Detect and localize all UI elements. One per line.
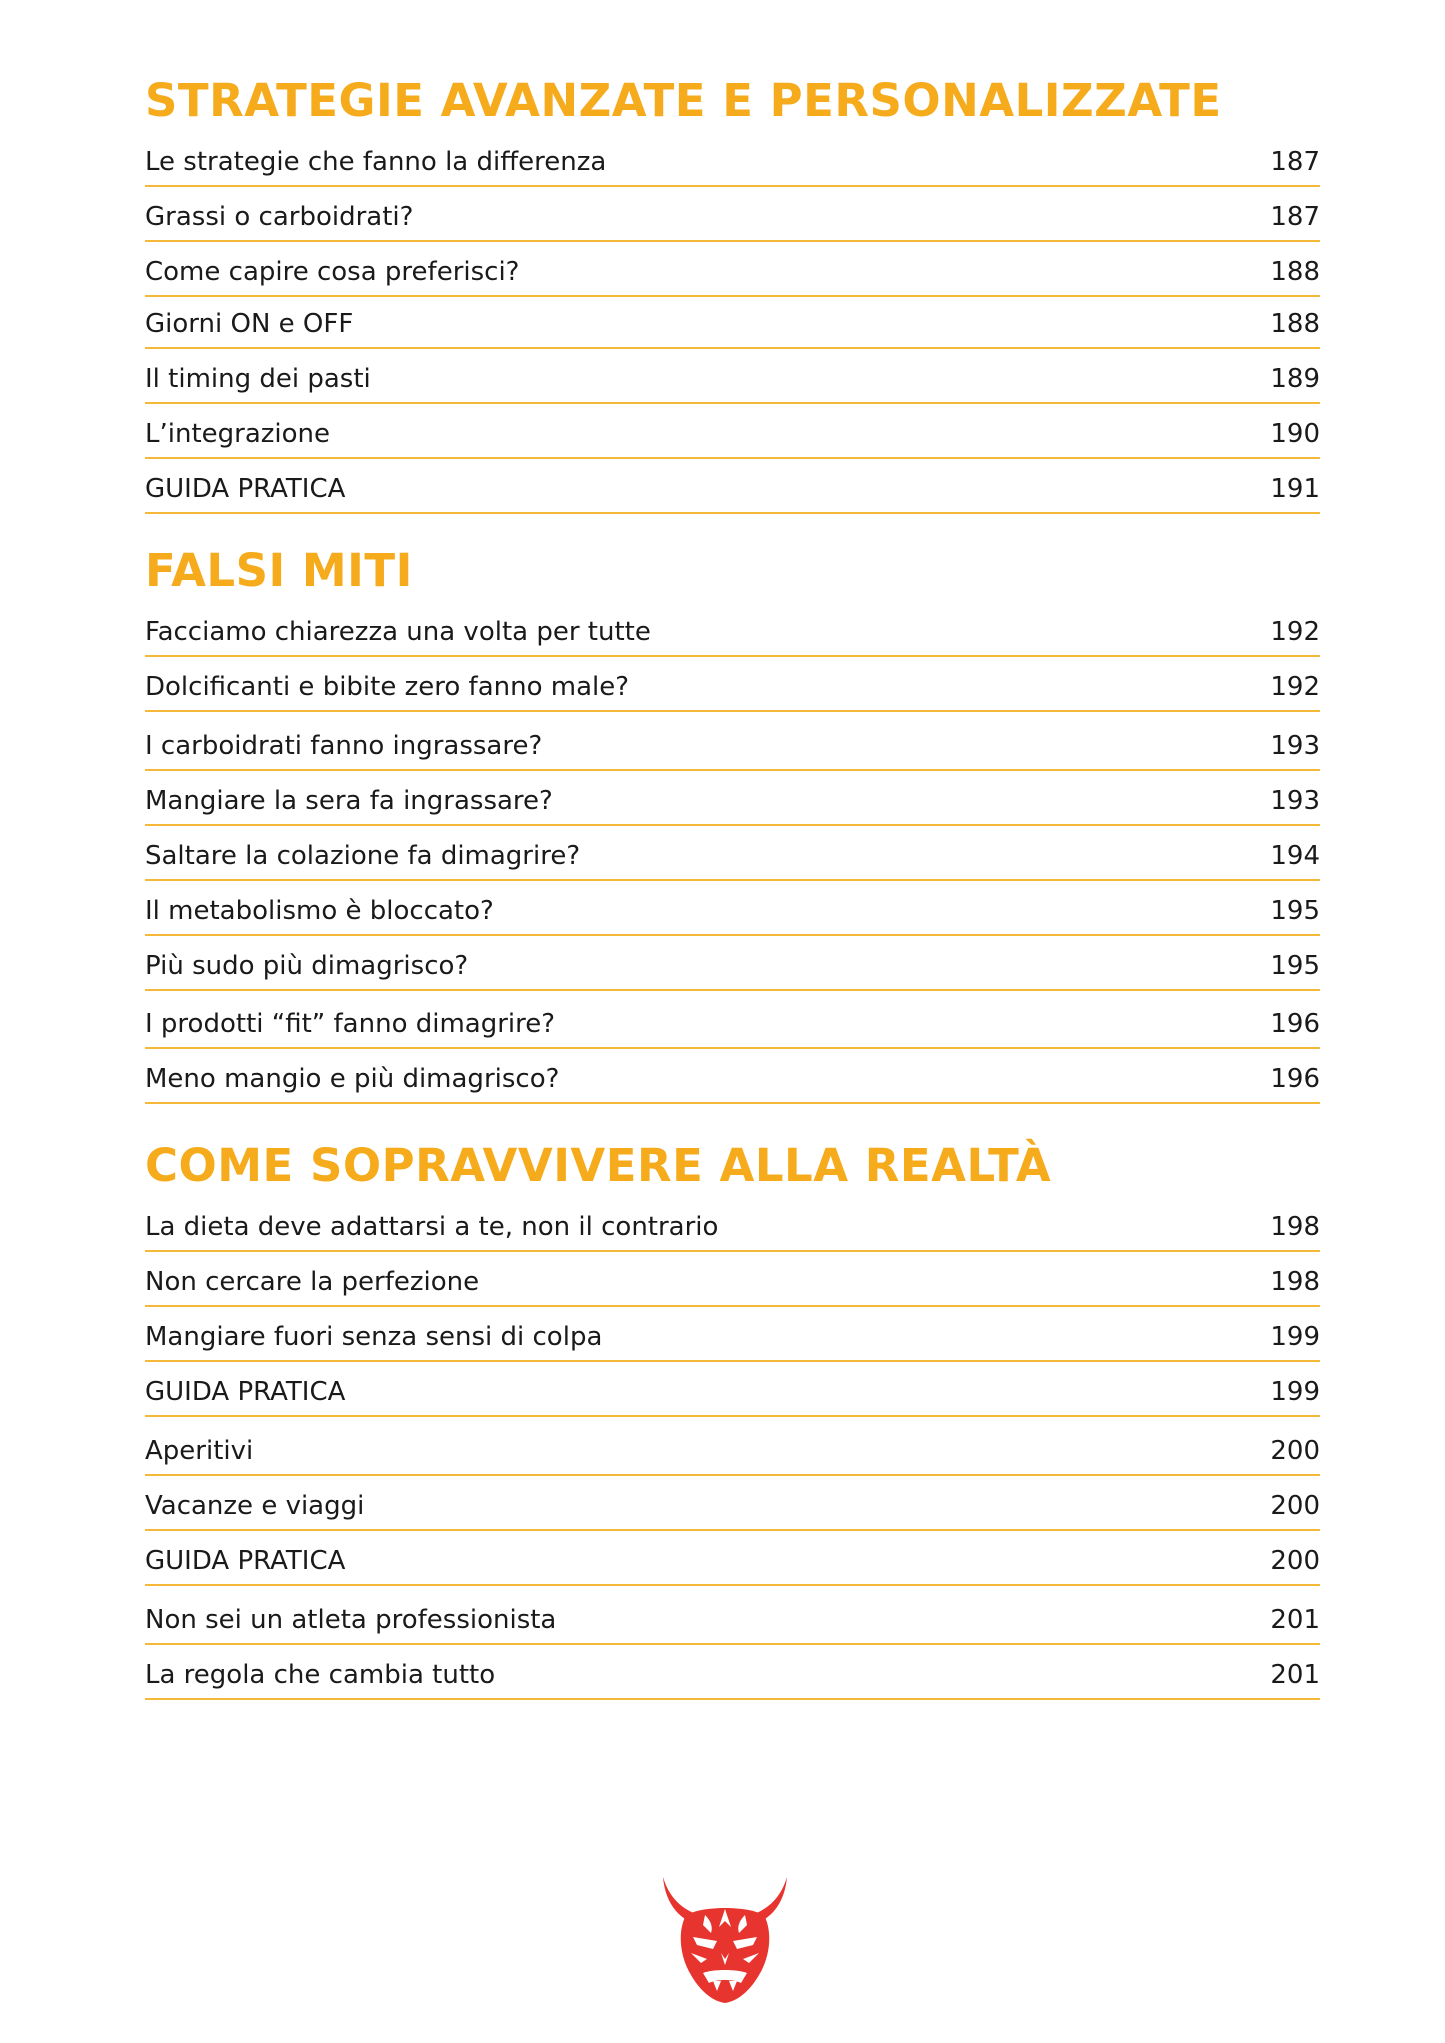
entry-label: L’integrazione <box>145 419 331 449</box>
demon-mask-logo <box>655 1875 795 2005</box>
entry-label: Le strategie che fanno la differenza <box>145 147 607 177</box>
toc-entry[interactable] <box>145 991 1320 1049</box>
entry-label: Aperitivi <box>145 1436 254 1466</box>
toc-section-falsi-miti <box>145 540 1320 1104</box>
entry-label: Il metabolismo è bloccato? <box>145 896 494 926</box>
demon-mask-icon <box>655 1875 795 2005</box>
entry-page-number: 187 <box>1270 147 1320 177</box>
entry-page-number: 188 <box>1270 309 1320 339</box>
entry-page-number: 196 <box>1270 1064 1320 1094</box>
toc-entry[interactable] <box>145 1362 1320 1417</box>
entry-page-number: 201 <box>1270 1660 1320 1690</box>
toc-entry[interactable] <box>145 297 1320 349</box>
entry-label: GUIDA PRATICA <box>145 1546 346 1576</box>
toc-entry[interactable] <box>145 1049 1320 1104</box>
entry-label: Più sudo più dimagrisco? <box>145 951 469 981</box>
entry-label: Dolcificanti e bibite zero fanno male? <box>145 672 630 702</box>
toc-entry[interactable] <box>145 1476 1320 1531</box>
entry-page-number: 187 <box>1270 202 1320 232</box>
entry-label: La regola che cambia tutto <box>145 1660 496 1690</box>
toc-section-strategie <box>145 70 1320 514</box>
entry-label: Grassi o carboidrati? <box>145 202 414 232</box>
toc-entry[interactable] <box>145 1307 1320 1362</box>
toc-entry[interactable] <box>145 602 1320 657</box>
entry-page-number: 200 <box>1270 1436 1320 1466</box>
toc-entry[interactable] <box>145 349 1320 404</box>
entry-label: Non sei un atleta professionista <box>145 1605 557 1635</box>
toc-entry[interactable] <box>145 1645 1320 1700</box>
toc-entry[interactable] <box>145 459 1320 514</box>
entry-label: GUIDA PRATICA <box>145 1377 346 1407</box>
entry-label: Giorni ON e OFF <box>145 309 354 339</box>
entry-label: La dieta deve adattarsi a te, non il contrario <box>145 1212 719 1242</box>
entry-page-number: 195 <box>1270 896 1320 926</box>
toc-entry[interactable] <box>145 132 1320 187</box>
entry-label: GUIDA PRATICA <box>145 474 346 504</box>
entry-page-number: 193 <box>1270 786 1320 816</box>
entry-label: Non cercare la perfezione <box>145 1267 480 1297</box>
toc-entry[interactable] <box>145 936 1320 991</box>
entry-label: Saltare la colazione fa dimagrire? <box>145 841 581 871</box>
toc-entry[interactable] <box>145 657 1320 712</box>
entry-page-number: 190 <box>1270 419 1320 449</box>
toc-entry[interactable] <box>145 1252 1320 1307</box>
toc-entry[interactable] <box>145 1531 1320 1586</box>
entry-label: Mangiare fuori senza sensi di colpa <box>145 1322 603 1352</box>
toc-entry[interactable] <box>145 187 1320 242</box>
entry-page-number: 192 <box>1270 672 1320 702</box>
entry-page-number: 193 <box>1270 731 1320 761</box>
section-title: FALSI MITI <box>145 544 413 597</box>
entry-page-number: 201 <box>1270 1605 1320 1635</box>
toc-entry[interactable] <box>145 712 1320 771</box>
toc-entry[interactable] <box>145 826 1320 881</box>
entry-page-number: 191 <box>1270 474 1320 504</box>
entry-label: Facciamo chiarezza una volta per tutte <box>145 617 651 647</box>
entry-label: Meno mangio e più dimagrisco? <box>145 1064 560 1094</box>
section-title: STRATEGIE AVANZATE E PERSONALIZZATE <box>145 74 1222 127</box>
entry-page-number: 189 <box>1270 364 1320 394</box>
entry-page-number: 196 <box>1270 1009 1320 1039</box>
section-title: COME SOPRAVVIVERE ALLA REALTÀ <box>145 1139 1052 1192</box>
toc-entry[interactable] <box>145 1417 1320 1476</box>
toc-section-realta <box>145 1135 1320 1700</box>
toc-entry[interactable] <box>145 242 1320 297</box>
entry-page-number: 194 <box>1270 841 1320 871</box>
entry-label: Come capire cosa preferisci? <box>145 257 520 287</box>
entry-page-number: 188 <box>1270 257 1320 287</box>
entry-label: I carboidrati fanno ingrassare? <box>145 731 543 761</box>
entry-page-number: 199 <box>1270 1322 1320 1352</box>
entry-page-number: 195 <box>1270 951 1320 981</box>
entry-page-number: 200 <box>1270 1491 1320 1521</box>
toc-entry[interactable] <box>145 881 1320 936</box>
entry-page-number: 198 <box>1270 1267 1320 1297</box>
toc-entry[interactable] <box>145 404 1320 459</box>
entry-page-number: 198 <box>1270 1212 1320 1242</box>
entry-page-number: 199 <box>1270 1377 1320 1407</box>
entry-label: Il timing dei pasti <box>145 364 371 394</box>
entry-label: Vacanze e viaggi <box>145 1491 365 1521</box>
toc-entry[interactable] <box>145 1197 1320 1252</box>
entry-page-number: 200 <box>1270 1546 1320 1576</box>
entry-label: Mangiare la sera fa ingrassare? <box>145 786 553 816</box>
toc-entry[interactable] <box>145 1586 1320 1645</box>
entry-page-number: 192 <box>1270 617 1320 647</box>
toc-entry[interactable] <box>145 771 1320 826</box>
entry-label: I prodotti “fit” fanno dimagrire? <box>145 1009 556 1039</box>
